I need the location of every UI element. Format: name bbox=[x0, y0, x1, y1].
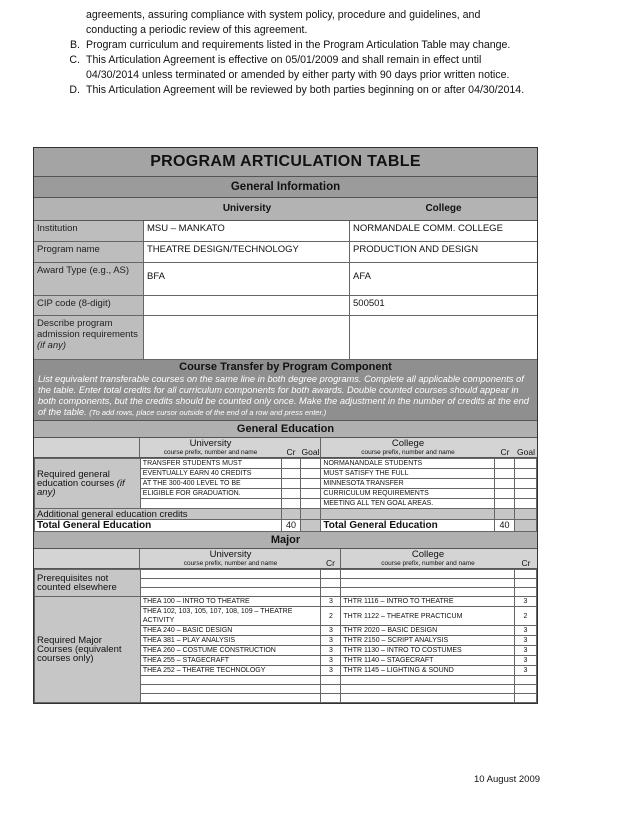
gen-ed-heading: General Education bbox=[34, 421, 537, 438]
uni-total-gen-ed: 40 bbox=[281, 520, 301, 532]
row-institution: Institution MSU – MANKATO NORMANDALE COMM. COLLEGE bbox=[34, 221, 537, 242]
gen-ed-columns: University course prefix, number and name Cr Goal College course prefix, number and name Cr Goal bbox=[34, 438, 537, 458]
gen-ed-table: Required general education courses (if any) TRANSFER STUDENTS MUST NORMANANDALE STUDENTS EVENTUALLY EARN 40 CREDITS MUST SATISFY THE FULL AT THE 300-400 LEVEL TO BE MINNESOTA TRANSFER ELIGIBLE FOR GRADUATION. CURRICULUM REQUIREMENTS MEETING ALL TEN GOAL AREAS. Additional general education credits Total General Education 40 Total General Education 40 bbox=[34, 458, 537, 532]
general-info-heading: General Information bbox=[34, 177, 537, 198]
row-program: Program name THEATRE DESIGN/TECHNOLOGY PRODUCTION AND DESIGN bbox=[34, 242, 537, 263]
col-total-gen-ed-label: Total General Education bbox=[321, 520, 495, 532]
intro-text bbox=[58, 8, 618, 98]
required-major-label: Required Major Courses (equivalent courses only) bbox=[35, 597, 141, 703]
col-total-gen-ed: 40 bbox=[495, 520, 515, 532]
college-header: College bbox=[425, 203, 462, 214]
intro-cont-1: agreements, assuring compliance with system policy, procedure and guidelines, and bbox=[86, 9, 481, 21]
total-gen-ed-label: Total General Education bbox=[35, 520, 282, 532]
major-columns: University course prefix, number and name Cr College course prefix, number and name Cr bbox=[34, 549, 537, 569]
row-award: Award Type (e.g., AS) BFA AFA bbox=[34, 263, 537, 296]
course-transfer-note: (To add rows, place cursor outside of the end of a row and press enter.) bbox=[89, 408, 327, 417]
info-column-header bbox=[34, 198, 537, 221]
course-transfer-box bbox=[34, 360, 537, 421]
intro-cont-2: conducting a periodic review of this agreement. bbox=[86, 24, 308, 36]
prereq-label: Prerequisites not counted elsewhere bbox=[35, 570, 141, 597]
item-c-cont: 04/30/2014 unless terminated or amended by either party with 90 days prior written notice. bbox=[86, 69, 510, 81]
major-table: Prerequisites not counted elsewhere Required Major Courses (equivalent courses only) THEA 100 – INTRO TO THEATRE 3 THTR 1116 – INTRO TO THEATRE 3 THEA 102, 103, 105, 107, 108, 109 – THEATRE ACTIVITY 2 THTR 1122 – THEATRE PRACTICUM 2 THEA 240 – BASIC DESIGN 3 THTR 2020 – BASIC DESIGN 3 THEA 381 – PLAY ANALYSIS 3 THTR 2150 – SCRIPT ANALYSIS 3 THEA 260 – COSTUME CONSTRUCTION 3 THTR 1130 – INTRO TO COSTUMES 3 THEA 255 – STAGECRAFT 3 THTR 1140 – STAGECRAFT 3 THEA 252 – THEATRE TECHNOLOGY 3 THTR 1145 – LIGHTING & SOUND 3 bbox=[34, 569, 537, 703]
university-header: University bbox=[222, 203, 272, 214]
articulation-table bbox=[33, 147, 538, 704]
item-b: B. Program curriculum and requirements listed in the Program Articulation Table may change. bbox=[69, 39, 511, 51]
item-d: D. This Articulation Agreement will be reviewed by both parties beginning on or after 04/30/2014. bbox=[69, 84, 525, 96]
major-heading: Major bbox=[34, 532, 537, 549]
course-transfer-text: List equivalent transferable courses on the same line in both degree programs. Complete all applicable components of the table. Enter total credits for all curriculum components for both awards. Double counted courses should appear in both components, but the credits should be counted only once. Make the adjustment in the number of credits at the end of the table. bbox=[38, 374, 529, 417]
item-c: C. This Articulation Agreement is effective on 05/01/2009 and shall remain in effect until bbox=[69, 54, 482, 66]
table-title: PROGRAM ARTICULATION TABLE bbox=[34, 148, 537, 177]
row-cip: CIP code (8-digit) 500501 bbox=[34, 296, 537, 316]
course-transfer-heading: Course Transfer by Program Component bbox=[179, 361, 392, 373]
footer-date: 10 August 2009 bbox=[474, 774, 541, 785]
additional-gen-ed: Additional general education credits bbox=[35, 509, 282, 520]
row-admission: Describe program admission requirements (if any) bbox=[34, 316, 537, 360]
